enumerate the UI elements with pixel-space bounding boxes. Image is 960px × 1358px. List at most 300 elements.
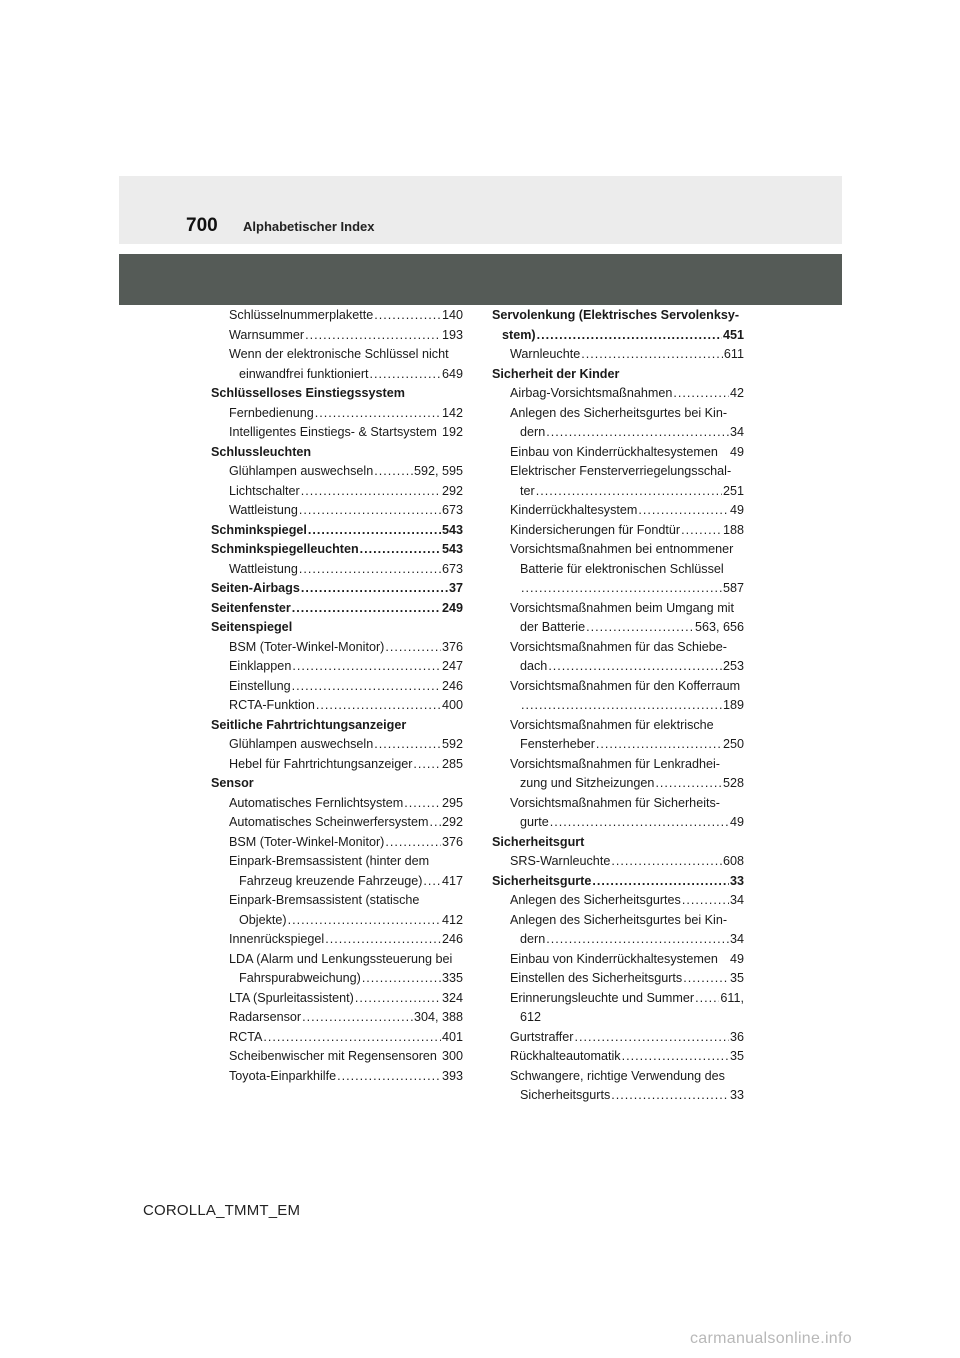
- index-entry: [211, 657, 463, 677]
- index-line: [510, 599, 744, 619]
- index-entry: [211, 696, 463, 716]
- index-line: [229, 794, 463, 814]
- index-entry: [211, 345, 463, 384]
- index-line: [229, 1047, 463, 1067]
- index-term: Fernbedienung: [229, 405, 314, 420]
- page-reference: 324: [441, 990, 463, 1005]
- index-term: Warnsummer: [229, 327, 305, 342]
- index-heading: [211, 599, 463, 619]
- index-entry: [211, 501, 463, 521]
- index-term: Automatisches Fernlichtsystem: [229, 795, 404, 810]
- section-title: Alphabetischer Index: [243, 219, 375, 234]
- page-reference: 49: [729, 815, 744, 829]
- page-reference: 393: [441, 1068, 463, 1083]
- index-term: Vorsichtsmaßnahmen bei entnommener: [510, 542, 734, 556]
- index-term: Schwangere, richtige Verwendung des: [510, 1068, 725, 1083]
- index-line: [510, 1028, 744, 1048]
- index-entry: [211, 1008, 463, 1028]
- dot-leader: [374, 306, 441, 326]
- index-term: stem): [502, 327, 536, 342]
- index-entry: [492, 989, 744, 1028]
- index-entry: [211, 560, 463, 580]
- dot-leader: [536, 482, 722, 502]
- page-reference: 246: [441, 678, 463, 693]
- page-reference: 451: [722, 327, 744, 342]
- index-line: [229, 696, 463, 716]
- index-line: [211, 521, 463, 541]
- index-line: [211, 443, 463, 463]
- dot-leader: [305, 326, 441, 346]
- index-entry: [211, 326, 463, 346]
- index-line: [510, 1067, 744, 1087]
- page-reference: 292: [441, 815, 463, 829]
- index-line: [211, 716, 463, 736]
- index-line: [510, 521, 744, 541]
- index-entry: [211, 794, 463, 814]
- index-line: [510, 540, 744, 560]
- index-line: [211, 579, 463, 599]
- page-reference: 335: [441, 971, 463, 985]
- index-line: [510, 950, 744, 970]
- index-line: [510, 657, 744, 677]
- dot-leader: [681, 521, 722, 541]
- index-term: Erinnerungsleuchte und Summer: [510, 990, 695, 1005]
- index-term: dern: [520, 932, 546, 946]
- index-entry: [492, 950, 744, 970]
- index-line: [211, 599, 463, 619]
- index-line: [229, 735, 463, 755]
- index-term: Vorsichtsmaßnahmen für Sicherheits-: [510, 795, 720, 810]
- index-entry: [492, 443, 744, 463]
- index-term: Vorsichtsmaßnahmen für elektrische: [510, 717, 714, 732]
- index-line: [510, 404, 744, 424]
- dot-leader: [611, 1086, 729, 1106]
- page-reference: 417: [441, 873, 463, 888]
- index-line: [510, 911, 744, 931]
- index-entry: [492, 911, 744, 950]
- index-line: [510, 813, 744, 833]
- index-line: [229, 872, 463, 892]
- index-heading: [211, 618, 463, 638]
- index-heading: [211, 521, 463, 541]
- page-reference: 33: [729, 1088, 744, 1102]
- index-heading: [211, 579, 463, 599]
- dot-leader: [385, 833, 441, 853]
- index-term: Kinderrückhaltesystem: [510, 503, 638, 517]
- index-line: [211, 774, 463, 794]
- index-heading: [211, 716, 463, 736]
- index-line: [229, 657, 463, 677]
- dot-leader: [429, 813, 441, 833]
- index-term: Schlüsselnummerplakette: [229, 308, 374, 322]
- dot-leader: [316, 696, 441, 716]
- dot-leader: [638, 501, 729, 521]
- index-term: Vorsichtsmaßnahmen für Lenkradhei-: [510, 756, 720, 771]
- index-term: Servolenkung (Elektrisches Servolenksy-: [492, 308, 740, 322]
- index-entry: [492, 462, 744, 501]
- index-entry: [492, 540, 744, 599]
- page-reference: 188: [722, 522, 744, 537]
- page-reference: 250: [722, 737, 744, 751]
- index-line: [229, 950, 463, 970]
- index-line: [510, 1047, 744, 1067]
- dot-leader: [574, 1028, 729, 1048]
- index-term: dach: [520, 659, 548, 673]
- index-term: Vorsichtsmaßnahmen für das Schiebe-: [510, 639, 727, 654]
- dot-leader: [370, 365, 441, 385]
- page-reference: 140: [441, 308, 463, 322]
- index-term: Automatisches Scheinwerfersystem: [229, 815, 429, 829]
- index-term: ter: [520, 483, 535, 498]
- page-reference: 412: [441, 912, 463, 927]
- index-line: [510, 852, 744, 872]
- page-reference: 649: [441, 366, 463, 381]
- page-reference: 608: [722, 854, 744, 868]
- index-entry: [211, 462, 463, 482]
- index-term: Einpark-Bremsassistent (statische: [229, 893, 420, 907]
- index-term: LDA (Alarm und Lenkungssteuerung bei: [229, 951, 453, 966]
- index-line: [510, 618, 744, 638]
- index-term: Gurtstraffer: [510, 1029, 574, 1044]
- page-reference: 49: [729, 503, 744, 517]
- index-term: Vorsichtsmaßnahmen beim Umgang mit: [510, 600, 734, 615]
- watermark: carmanualsonline.info: [690, 1330, 852, 1347]
- header-background: [119, 176, 842, 244]
- dot-leader: [263, 1028, 441, 1048]
- index-entry: [211, 677, 463, 697]
- dot-leader: [521, 579, 722, 599]
- page-reference: 292: [441, 483, 463, 498]
- index-line: [229, 345, 463, 365]
- page-reference: 189: [722, 698, 744, 712]
- page-reference: 400: [441, 698, 463, 712]
- dot-leader: [308, 521, 441, 541]
- index-entry: [492, 345, 744, 365]
- index-line: [229, 891, 463, 911]
- page-reference: 543: [441, 542, 463, 556]
- index-line: [510, 677, 744, 697]
- index-line: [492, 365, 744, 385]
- page-reference: 543: [441, 522, 463, 537]
- index-line: [211, 618, 463, 638]
- index-line: [229, 969, 463, 989]
- index-line: [492, 872, 744, 892]
- dot-leader: [548, 657, 722, 677]
- index-term: Innenrückspiegel: [229, 932, 325, 946]
- index-line: [229, 404, 463, 424]
- index-term: RCTA-Funktion: [229, 698, 315, 712]
- page-reference: 251: [722, 483, 744, 498]
- dot-leader: [337, 1067, 441, 1087]
- index-term: BSM (Toter-Winkel-Monitor): [229, 834, 385, 849]
- index-heading: [492, 306, 744, 345]
- index-line: [492, 833, 744, 853]
- dot-leader: [682, 891, 729, 911]
- index-term: Sicherheitsgurte: [492, 873, 592, 888]
- dot-leader: [325, 930, 441, 950]
- index-term: Batterie für elektronischen Schlüssel: [520, 561, 724, 576]
- index-term: Seitliche Fahrtrichtungsanzeiger: [211, 717, 407, 732]
- index-line: [510, 384, 744, 404]
- index-line: [229, 482, 463, 502]
- index-term: Schminkspiegel: [211, 522, 307, 537]
- page-reference: 253: [722, 659, 744, 673]
- index-term: Seitenfenster: [211, 600, 291, 615]
- index-entry: [211, 482, 463, 502]
- index-term: Wenn der elektronische Schlüssel nicht: [229, 347, 449, 361]
- index-heading: [211, 443, 463, 463]
- index-line: [492, 306, 744, 326]
- dot-leader: [521, 696, 722, 716]
- index-line: [211, 384, 463, 404]
- page-reference: 401: [441, 1029, 463, 1044]
- index-entry: [492, 794, 744, 833]
- index-term: Glühlampen auswechseln: [229, 464, 374, 478]
- index-term: Wattleistung: [229, 503, 298, 517]
- index-line: [510, 969, 744, 989]
- dot-leader: [550, 813, 729, 833]
- dot-leader: [546, 423, 729, 443]
- page-reference: 142: [441, 405, 463, 420]
- page-reference: 592: [441, 737, 463, 751]
- index-term: Wattleistung: [229, 561, 298, 576]
- index-term: Anlegen des Sicherheitsgurtes bei Kin-: [510, 912, 728, 927]
- header-band: [119, 254, 842, 305]
- index-line: [229, 989, 463, 1009]
- dot-leader: [546, 930, 729, 950]
- page-reference: 300: [441, 1049, 463, 1063]
- index-entry: [492, 521, 744, 541]
- index-line: [229, 423, 463, 443]
- index-heading: [492, 872, 744, 892]
- index-entry: [211, 638, 463, 658]
- index-line: [510, 716, 744, 736]
- page-reference: 34: [729, 893, 744, 907]
- index-entry: [211, 950, 463, 989]
- index-line: [229, 462, 463, 482]
- dot-leader: [302, 1008, 413, 1028]
- index-entry: [211, 813, 463, 833]
- dot-leader: [592, 872, 729, 892]
- page-reference: 304, 388: [413, 1010, 463, 1024]
- index-line: [510, 501, 744, 521]
- dot-leader: [673, 384, 729, 404]
- page-reference: 34: [729, 425, 744, 439]
- dot-leader: [581, 345, 723, 365]
- index-entry: [492, 716, 744, 755]
- index-entry: [492, 969, 744, 989]
- page-reference: 285: [441, 756, 463, 771]
- index-line: [229, 501, 463, 521]
- index-line: [229, 755, 463, 775]
- dot-leader: [299, 501, 441, 521]
- index-line: [510, 696, 744, 716]
- index-entry: [211, 404, 463, 424]
- index-term: Anlegen des Sicherheitsgurtes: [510, 893, 681, 907]
- index-term: der Batterie: [520, 620, 586, 634]
- index-line: [229, 365, 463, 385]
- index-term: Schminkspiegelleuchten: [211, 542, 359, 556]
- dot-leader: [301, 482, 441, 502]
- index-line: [229, 326, 463, 346]
- index-entry: [492, 677, 744, 716]
- index-heading: [211, 774, 463, 794]
- page-reference: 246: [441, 932, 463, 946]
- index-term: Anlegen des Sicherheitsgurtes bei Kin-: [510, 405, 728, 420]
- index-term: Airbag-Vorsichtsmaßnahmen: [510, 386, 673, 400]
- index-term: Rückhalteautomatik: [510, 1049, 621, 1063]
- index-entry: [211, 306, 463, 326]
- dot-leader: [683, 969, 729, 989]
- index-line: [229, 852, 463, 872]
- dot-leader: [301, 579, 448, 599]
- page-reference: 528: [722, 776, 744, 790]
- index-heading: [211, 384, 463, 404]
- index-term: Toyota-Einparkhilfe: [229, 1068, 337, 1083]
- index-entry: [211, 833, 463, 853]
- index-term: Fensterheber: [520, 737, 595, 751]
- index-term: Scheibenwischer mit Regensensoren: [229, 1049, 437, 1063]
- index-line: [510, 638, 744, 658]
- index-term: Einbau von Kinderrückhaltesystemen: [510, 444, 718, 459]
- index-term: Glühlampen auswechseln: [229, 737, 374, 751]
- index-term: zung und Sitzheizungen: [520, 776, 655, 790]
- index-entry: [211, 852, 463, 891]
- dot-leader: [355, 989, 441, 1009]
- index-term: Einstellen des Sicherheitsgurts: [510, 971, 683, 985]
- index-line: [229, 930, 463, 950]
- index-term: Sicherheitsgurts: [520, 1088, 611, 1102]
- index-term: Warnleuchte: [510, 347, 581, 361]
- page-reference: 376: [441, 834, 463, 849]
- index-term: Einstellung: [229, 678, 291, 693]
- index-term: SRS-Warnleuchte: [510, 854, 611, 868]
- index-line: [492, 326, 744, 346]
- index-line: [510, 1008, 744, 1028]
- dot-leader: [622, 1047, 729, 1067]
- index-term: Sicherheitsgurt: [492, 834, 585, 849]
- index-term: Elektrischer Fensterverriegelungsschal-: [510, 464, 732, 478]
- dot-leader: [292, 599, 441, 619]
- index-term: Intelligentes Einstiegs- & Startsystem: [229, 425, 437, 439]
- index-term: Einbau von Kinderrückhaltesystemen: [510, 951, 718, 966]
- index-line: [510, 891, 744, 911]
- index-line: [229, 833, 463, 853]
- index-line: [229, 677, 463, 697]
- page-reference: 49: [729, 951, 744, 966]
- index-entry: [492, 599, 744, 638]
- index-line: [229, 1067, 463, 1087]
- index-term: Kindersicherungen für Fondtür: [510, 522, 681, 537]
- page-reference: 611: [723, 347, 744, 361]
- page-reference: 34: [729, 932, 744, 946]
- index-term: gurte: [520, 815, 549, 829]
- model-code: COROLLA_TMMT_EM: [143, 1202, 301, 1219]
- index-term: 612: [520, 1010, 542, 1024]
- index-line: [510, 794, 744, 814]
- dot-leader: [385, 638, 441, 658]
- index-column-left: [211, 306, 463, 1086]
- index-line: [229, 911, 463, 931]
- page-reference: 49: [729, 444, 744, 459]
- index-term: Einpark-Bremsassistent (hinter dem: [229, 854, 430, 868]
- index-term: Objekte): [239, 912, 287, 927]
- index-entry: [211, 735, 463, 755]
- dot-leader: [299, 560, 441, 580]
- page-reference: 592, 595: [413, 464, 463, 478]
- index-line: [510, 930, 744, 950]
- index-line: [510, 423, 744, 443]
- index-line: [229, 1028, 463, 1048]
- dot-leader: [292, 677, 441, 697]
- index-term: Fahrspurabweichung): [239, 971, 361, 985]
- index-entry: [211, 989, 463, 1009]
- dot-leader: [362, 969, 441, 989]
- index-line: [229, 560, 463, 580]
- index-term: RCTA: [229, 1029, 263, 1044]
- index-term: einwandfrei funktioniert: [239, 366, 369, 381]
- index-entry: [211, 891, 463, 930]
- index-entry: [492, 1047, 744, 1067]
- dot-leader: [695, 989, 719, 1009]
- page-reference: 247: [441, 659, 463, 673]
- dot-leader: [586, 618, 694, 638]
- page-reference: 33: [729, 873, 744, 888]
- index-entry: [211, 1067, 463, 1087]
- index-entry: [492, 384, 744, 404]
- index-term: Fahrzeug kreuzende Fahrzeuge): [239, 873, 423, 888]
- dot-leader: [611, 852, 722, 872]
- index-heading: [492, 833, 744, 853]
- index-term: Sensor: [211, 776, 254, 790]
- index-term: Schlussleuchten: [211, 444, 312, 459]
- index-term: Einklappen: [229, 659, 292, 673]
- index-line: [229, 638, 463, 658]
- index-line: [229, 306, 463, 326]
- page-number: 700: [186, 215, 218, 236]
- index-line: [229, 813, 463, 833]
- index-line: [510, 345, 744, 365]
- index-entry: [492, 404, 744, 443]
- index-line: [510, 774, 744, 794]
- page-reference: 192: [441, 425, 463, 439]
- index-term: Schlüsselloses Einstiegssystem: [211, 386, 405, 400]
- index-term: Seitenspiegel: [211, 620, 293, 634]
- index-heading: [492, 365, 744, 385]
- index-entry: [211, 423, 463, 443]
- dot-leader: [596, 735, 722, 755]
- dot-leader: [315, 404, 441, 424]
- index-term: Seiten-Airbags: [211, 581, 300, 595]
- index-heading: [211, 540, 463, 560]
- page-reference: 37: [448, 581, 463, 595]
- page-reference: 35: [729, 971, 744, 985]
- page-reference: 611,: [720, 990, 744, 1005]
- index-line: [510, 443, 744, 463]
- dot-leader: [423, 872, 441, 892]
- page-reference: 673: [441, 561, 463, 576]
- index-entry: [211, 930, 463, 950]
- index-term: Sicherheit der Kinder: [492, 366, 620, 381]
- dot-leader: [655, 774, 722, 794]
- dot-leader: [404, 794, 441, 814]
- index-term: Lichtschalter: [229, 483, 300, 498]
- dot-leader: [288, 911, 441, 931]
- index-line: [211, 540, 463, 560]
- index-term: Vorsichtsmaßnahmen für den Kofferraum: [510, 678, 741, 693]
- page-reference: 563, 656: [694, 620, 744, 634]
- index-entry: [492, 1028, 744, 1048]
